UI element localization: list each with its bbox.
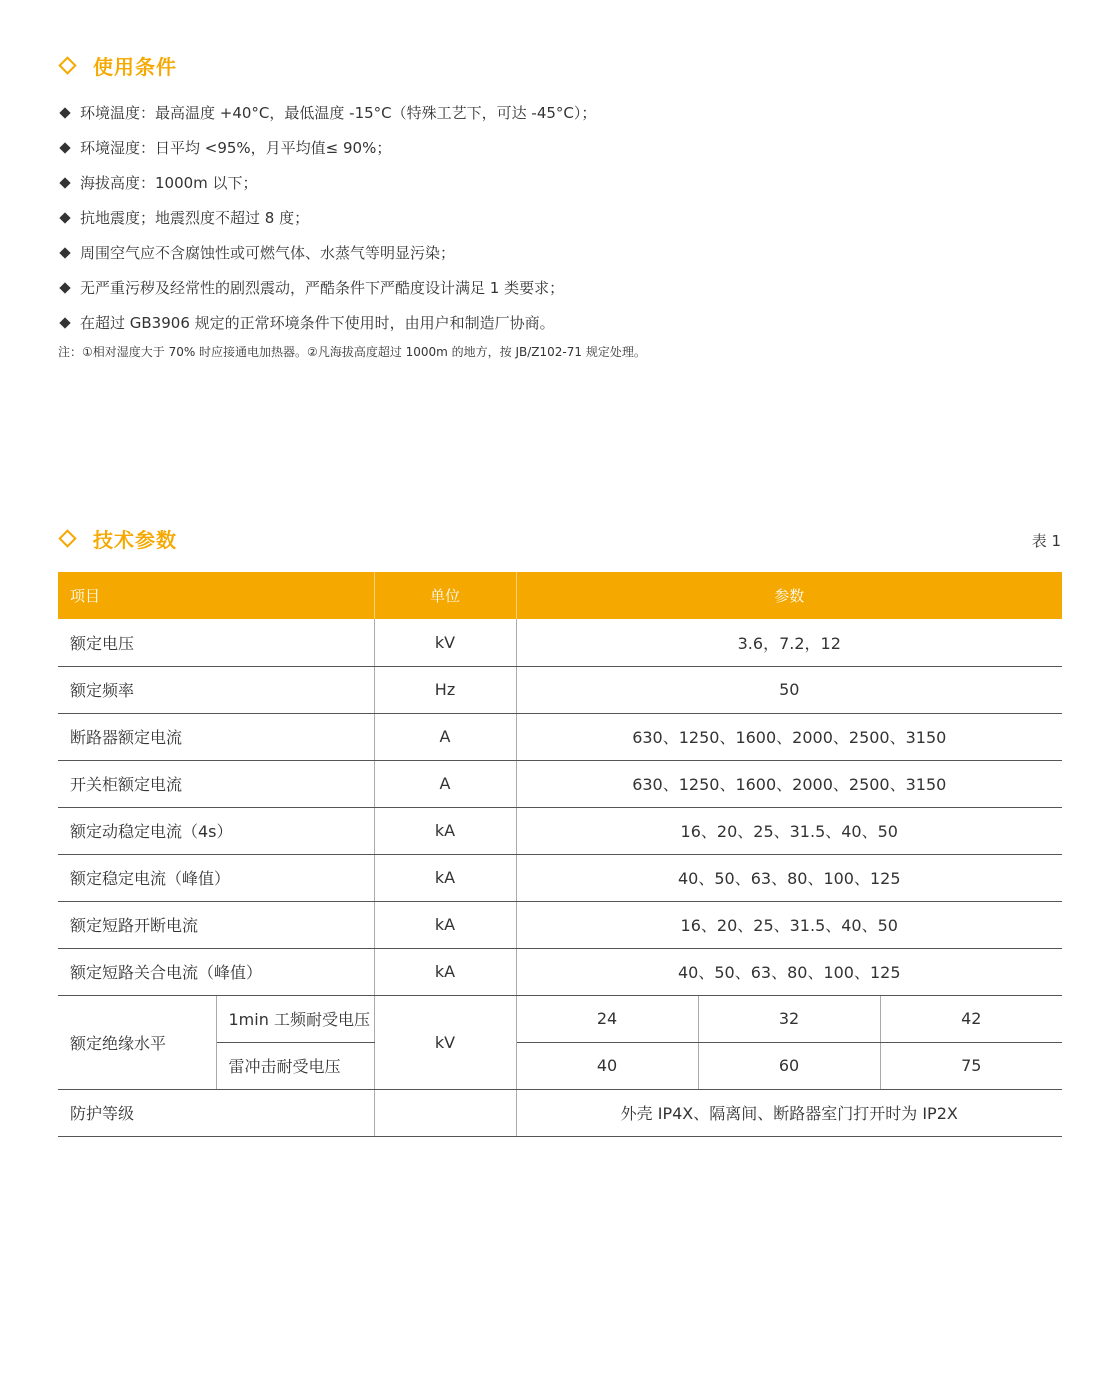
row-item: 额定短路开断电流 <box>58 901 374 948</box>
diamond-bullet-icon <box>59 317 70 328</box>
tech-section-title <box>58 523 177 553</box>
row-unit: kA <box>374 807 516 854</box>
row-item: 额定频率 <box>58 666 374 713</box>
row-item: 额定短路关合电流（峰值） <box>58 948 374 995</box>
conditions-section-title <box>58 50 177 80</box>
header-item: 项目 <box>58 572 374 619</box>
diamond-bullet-icon <box>59 142 70 153</box>
table-row <box>58 854 1062 901</box>
condition-text: 抗地震度；地震烈度不超过 8 度； <box>80 209 310 227</box>
table-row <box>58 619 1062 666</box>
insulation-sub1-value: 24 <box>516 995 698 1042</box>
conditions-note: 注：①相对湿度大于 70% 时应接通电加热器。②凡海拔高度超过 1000m 的地方，按 JB/Z102-71 规定处理。 <box>58 345 646 359</box>
tech-spec-table <box>58 572 1062 1137</box>
row-value: 16、20、25、31.5、40、50 <box>516 901 1062 948</box>
condition-text: 周围空气应不含腐蚀性或可燃气体、水蒸气等明显污染； <box>80 244 456 262</box>
insulation-sub1-label: 1min 工频耐受电压 <box>216 995 374 1042</box>
table-row <box>58 760 1062 807</box>
condition-text: 海拔高度：1000m 以下； <box>80 174 258 192</box>
table-row <box>58 948 1062 995</box>
row-value: 外壳 IP4X、隔离间、断路器室门打开时为 IP2X <box>516 1089 1062 1136</box>
row-value: 50 <box>516 666 1062 713</box>
condition-text: 环境湿度：日平均 <95%，月平均值≤ 90%； <box>80 139 392 157</box>
list-item <box>58 130 596 165</box>
row-value: 16、20、25、31.5、40、50 <box>516 807 1062 854</box>
row-item: 防护等级 <box>58 1089 374 1136</box>
insulation-sub2-value: 60 <box>698 1042 880 1089</box>
list-item <box>58 270 596 305</box>
row-item: 断路器额定电流 <box>58 713 374 760</box>
diamond-bullet-icon <box>59 282 70 293</box>
row-value: 40、50、63、80、100、125 <box>516 854 1062 901</box>
header-unit: 单位 <box>374 572 516 619</box>
row-item: 额定电压 <box>58 619 374 666</box>
insulation-sub2-value: 40 <box>516 1042 698 1089</box>
list-item <box>58 200 596 235</box>
list-item <box>58 165 596 200</box>
diamond-bullet-icon <box>59 177 70 188</box>
table-label: 表 1 <box>1031 532 1061 550</box>
table-row <box>58 901 1062 948</box>
row-value: 630、1250、1600、2000、2500、3150 <box>516 713 1062 760</box>
table-row <box>58 1089 1062 1136</box>
table-header-row <box>58 572 1062 619</box>
diamond-outline-icon <box>58 529 76 547</box>
conditions-title: 使用条件 <box>93 54 177 79</box>
condition-text: 无严重污秽及经常性的剧烈震动，严酷条件下严酷度设计满足 1 类要求； <box>80 279 565 297</box>
insulation-sub2-value: 75 <box>880 1042 1062 1089</box>
diamond-bullet-icon <box>59 107 70 118</box>
row-unit: kA <box>374 901 516 948</box>
row-unit: kA <box>374 854 516 901</box>
diamond-bullet-icon <box>59 212 70 223</box>
row-unit: kV <box>374 619 516 666</box>
list-item <box>58 235 596 270</box>
diamond-outline-icon <box>58 56 76 74</box>
header-value: 参数 <box>516 572 1062 619</box>
row-item: 开关柜额定电流 <box>58 760 374 807</box>
row-unit: kA <box>374 948 516 995</box>
row-unit: A <box>374 713 516 760</box>
row-value: 40、50、63、80、100、125 <box>516 948 1062 995</box>
table-row-insulation-1 <box>58 995 1062 1042</box>
diamond-bullet-icon <box>59 247 70 258</box>
insulation-sub1-value: 42 <box>880 995 1062 1042</box>
tech-title: 技术参数 <box>93 527 177 552</box>
row-item: 额定稳定电流（峰值） <box>58 854 374 901</box>
row-unit <box>374 1089 516 1136</box>
insulation-sub1-value: 32 <box>698 995 880 1042</box>
condition-text: 环境温度：最高温度 +40°C，最低温度 -15°C（特殊工艺下，可达 -45°C）； <box>80 104 597 122</box>
insulation-unit: kV <box>374 995 516 1089</box>
condition-text: 在超过 GB3906 规定的正常环境条件下使用时，由用户和制造厂协商。 <box>80 314 555 332</box>
row-unit: Hz <box>374 666 516 713</box>
row-value: 3.6，7.2，12 <box>516 619 1062 666</box>
table-row <box>58 807 1062 854</box>
row-unit: A <box>374 760 516 807</box>
conditions-list <box>58 95 596 340</box>
table-row <box>58 666 1062 713</box>
table-row <box>58 713 1062 760</box>
list-item <box>58 95 596 130</box>
insulation-item: 额定绝缘水平 <box>58 995 216 1089</box>
list-item <box>58 305 596 340</box>
row-item: 额定动稳定电流（4s） <box>58 807 374 854</box>
insulation-sub2-label: 雷冲击耐受电压 <box>216 1042 374 1089</box>
row-value: 630、1250、1600、2000、2500、3150 <box>516 760 1062 807</box>
